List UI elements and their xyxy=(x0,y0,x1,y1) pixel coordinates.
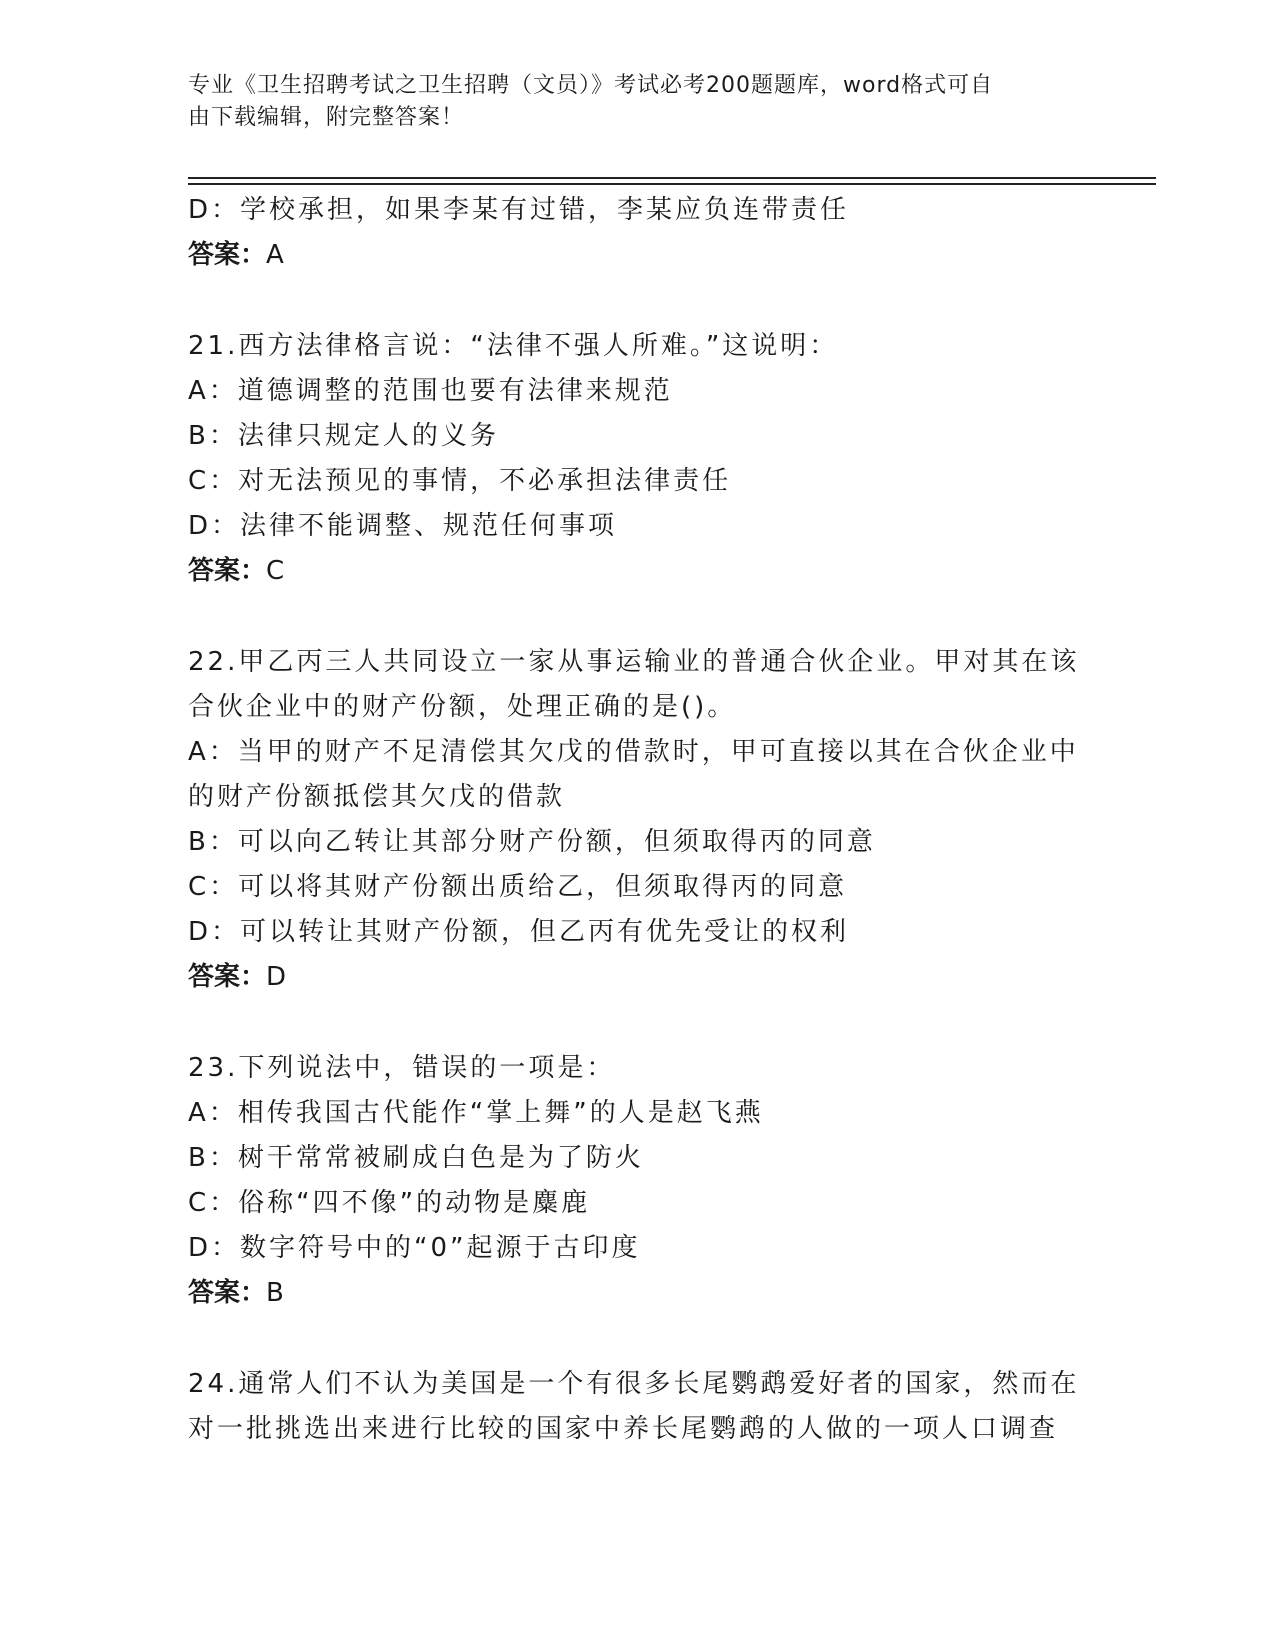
option-a: A：相传我国古代能作“掌上舞”的人是赵飞燕 xyxy=(188,1098,764,1128)
answer-label: 答案： xyxy=(188,240,267,270)
answer-line xyxy=(188,549,1088,594)
option-c: C：俗称“四不像”的动物是麋鹿 xyxy=(188,1188,591,1218)
question-21 xyxy=(188,324,1088,594)
option-b: B：树干常常被刷成白色是为了防火 xyxy=(188,1143,644,1173)
answer-value: B xyxy=(266,1278,286,1308)
question-stem: 21.西方法律格言说：“法律不强人所难。”这说明： xyxy=(188,331,839,361)
document-header xyxy=(188,70,1068,134)
question-stem: 22.甲乙丙三人共同设立一家从事运输业的普通合伙企业。甲对其在该 xyxy=(188,647,1080,677)
answer-value: D xyxy=(266,962,289,992)
answer-label: 答案： xyxy=(188,556,267,586)
answer-label: 答案： xyxy=(188,1278,267,1308)
option-d: D：数字符号中的“0”起源于古印度 xyxy=(188,1233,641,1263)
option-d: D：学校承担，如果李某有过错，李某应负连带责任 xyxy=(188,195,850,225)
question-stem-cont: 对一批挑选出来进行比较的国家中养长尾鹦鹉的人做的一项人口调查 xyxy=(188,1414,1059,1444)
answer-line xyxy=(188,955,1088,1000)
option-b: B：法律只规定人的义务 xyxy=(188,421,499,451)
question-22 xyxy=(188,640,1088,1000)
option-c: C：对无法预见的事情，不必承担法律责任 xyxy=(188,466,732,496)
answer-value: A xyxy=(266,240,286,270)
header-rule-top xyxy=(188,177,1156,179)
answer-line xyxy=(188,1271,1088,1316)
option-a: A：当甲的财产不足清偿其欠戊的借款时，甲可直接以其在合伙企业中 xyxy=(188,737,1079,767)
option-d: D：法律不能调整、规范任何事项 xyxy=(188,511,618,541)
question-stem: 24.通常人们不认为美国是一个有很多长尾鹦鹉爱好者的国家，然而在 xyxy=(188,1369,1080,1399)
option-a: A：道德调整的范围也要有法律来规范 xyxy=(188,376,673,406)
answer-value: C xyxy=(266,556,287,586)
header-line-2: 由下载编辑，附完整答案！ xyxy=(188,105,465,130)
question-stem-cont: 合伙企业中的财产份额，处理正确的是()。 xyxy=(188,692,737,722)
document-body xyxy=(188,188,1088,1452)
answer-label: 答案： xyxy=(188,962,267,992)
question-stem: 23.下列说法中，错误的一项是： xyxy=(188,1053,616,1083)
option-d: D：可以转让其财产份额，但乙丙有优先受让的权利 xyxy=(188,917,850,947)
header-line-1: 专业《卫生招聘考试之卫生招聘（文员）》考试必考200题题库，word格式可自 xyxy=(188,73,994,98)
option-b: B：可以向乙转让其部分财产份额，但须取得丙的同意 xyxy=(188,827,876,857)
question-24 xyxy=(188,1362,1088,1452)
question-23 xyxy=(188,1046,1088,1316)
option-a-cont: 的财产份额抵偿其欠戊的借款 xyxy=(188,782,566,812)
answer-line xyxy=(188,233,1088,278)
option-c: C：可以将其财产份额出质给乙，但须取得丙的同意 xyxy=(188,872,848,902)
header-rule-bottom xyxy=(188,183,1156,185)
